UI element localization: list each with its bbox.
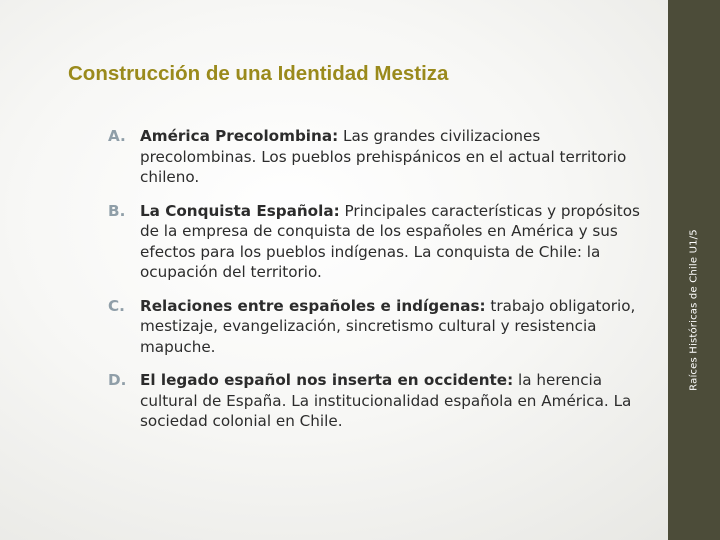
topic-marker: C. [108,296,125,315]
topic-item-b [108,201,653,283]
topic-list [108,126,653,445]
topic-marker: D. [108,371,127,389]
topic-marker: B. [108,201,126,220]
topic-item-d [108,370,653,432]
topic-text: la herencia cultural de España. La institucionalidad española en América. La sociedad colonial en Chile. [140,371,632,430]
sidebar-label: Raíces Históricas de Chile U1/5 [688,229,700,391]
topic-heading: El legado español nos inserta en occidente: [140,371,514,389]
topic-text: trabajo obligatorio, mestizaje, evangelización, sincretismo cultural y resistencia mapuche. [140,296,636,356]
topic-heading: La Conquista Española: [140,201,340,220]
topic-heading: América Precolombina: [140,127,339,145]
topic-item-a [108,126,653,188]
topic-text: Las grandes civilizaciones precolombinas. Los pueblos prehispánicos en el actual territorio chileno. [140,127,627,186]
topic-item-c [108,296,653,358]
slide-title: Construcción de una Identidad Mestiza [68,62,449,85]
topic-marker: A. [108,127,126,145]
topic-text: Principales características y propósitos de la empresa de conquista de los españoles en América y sus efectos para los pueblos indígenas. La conquista de Chile: la ocupación del territorio. [140,201,640,281]
topic-heading: Relaciones entre españoles e indígenas: [140,296,486,315]
